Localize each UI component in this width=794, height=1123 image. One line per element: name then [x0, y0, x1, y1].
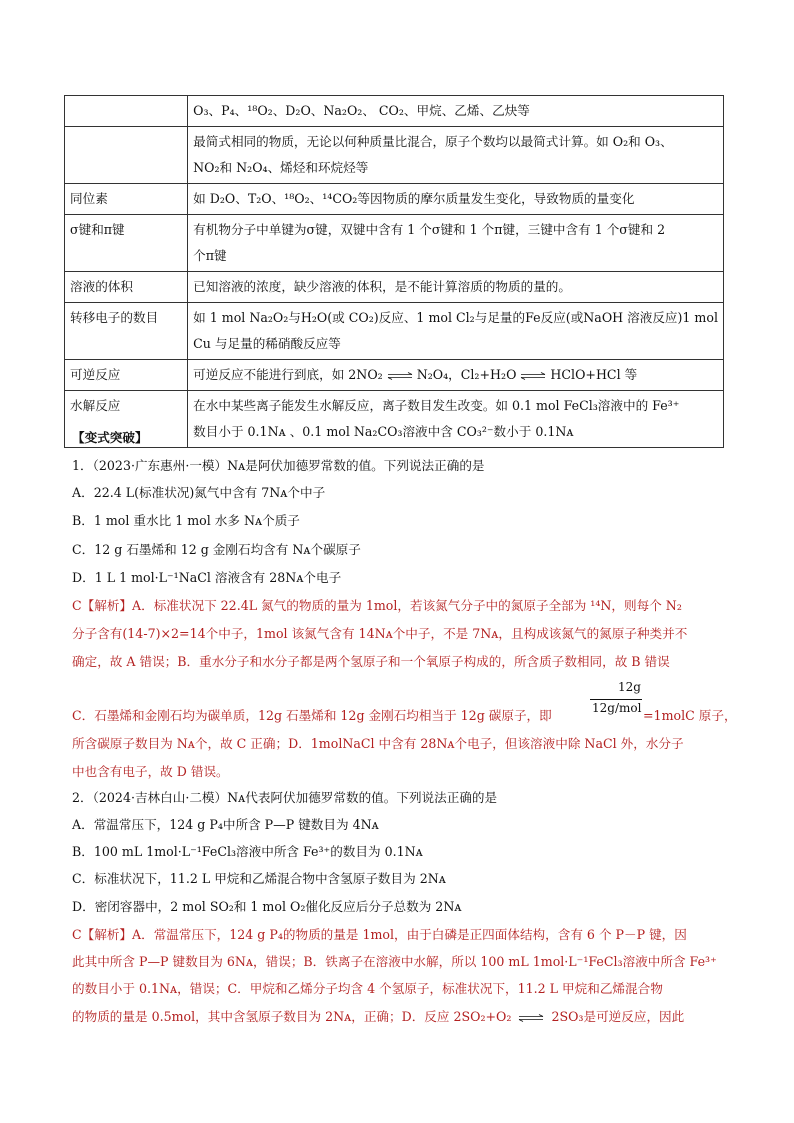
row-label: 转移电子的数目	[65, 303, 188, 360]
table-row	[65, 391, 724, 448]
option-b: B．1 mol 重水比 1 mol 水多 Nᴀ个质子	[72, 513, 300, 528]
analysis-line: C【解析】A．常温常压下，124 g P₄的物质的量是 1mol，由于白磷是正四面体结构，含有 6 个 P－P 键，因	[72, 927, 687, 942]
row-content: 如 D₂O、T₂O、¹⁸O₂、¹⁴CO₂等因物质的摩尔质量发生变化，导致物质的量变化	[188, 184, 724, 215]
reversible-arrow-icon	[387, 372, 413, 380]
analysis-line: 分子含有(14-7)×2=14个中子，1mol 该氮气含有 14Nᴀ个中子，不是 7Nᴀ，且构成该氮气的氮原子种类并不	[72, 626, 688, 641]
row-label	[65, 127, 188, 184]
row-content: 可逆反应不能进行到底，如 2NO₂ N₂O₄，Cl₂+H₂O HClO+HCl 等	[188, 360, 724, 391]
question-stem: 2．（2024·吉林白山·二模）Nᴀ代表阿伏加德罗常数的值。下列说法正确的是	[72, 790, 498, 805]
row-content: O₃、P₄、¹⁸O₂、D₂O、Na₂O₂、 CO₂、甲烷、乙烯、乙炔等	[188, 96, 724, 127]
option-d: D．1 L 1 mol·L⁻¹NaCl 溶液含有 28Nᴀ个电子	[72, 570, 342, 585]
row-label: 溶液的体积	[65, 272, 188, 303]
analysis-line: 所含碳原子数目为 Nᴀ个，故 C 正确；D．1molNaCl 中含有 28Nᴀ个电子，但该溶液中除 NaCl 外，水分子	[72, 736, 684, 751]
question-stem: 1．（2023·广东惠州·一模）Nᴀ是阿伏加德罗常数的值。下列说法正确的是	[72, 458, 485, 473]
table-row	[65, 127, 724, 184]
row-content: 如 1 mol Na₂O₂与H₂O(或 CO₂)反应、1 mol Cl₂与足量的Fe反应(或NaOH 溶液反应)1 mol Cu 与足量的稀硝酸反应等	[188, 303, 724, 360]
option-a: A．22.4 L(标准状况)氮气中含有 7Nᴀ个中子	[72, 485, 326, 500]
option-a: A．常温常压下，124 g P₄中所含 P—P 键数目为 4Nᴀ	[72, 817, 379, 832]
option-c: C．12 g 石墨烯和 12 g 金刚石均含有 Nᴀ个碳原子	[72, 542, 361, 557]
table-row	[65, 360, 724, 391]
analysis-line: 此其中所含 P—P 键数目为 6Nᴀ，错误；B．铁离子在溶液中水解，所以 100 mL 1mol·L⁻¹FeCl₃溶液中所含 Fe³⁺	[72, 954, 717, 969]
fraction-numerator: 12g	[618, 680, 641, 694]
analysis-line: 确定，故 A 错误；B．重水分子和水分子都是两个氢原子和一个氧原子构成的，所含质子数相同，故 B 错误	[72, 654, 670, 669]
row-label	[65, 96, 188, 127]
option-d: D．密闭容器中，2 mol SO₂和 1 mol O₂催化反应后分子总数为 2Nᴀ	[72, 899, 462, 914]
row-content: 在水中某些离子能发生水解反应，离子数目发生改变。如 0.1 mol FeCl₃溶液中的 Fe³⁺ 数目小于 0.1Nᴀ 、0.1 mol Na₂CO₃溶液中含 CO₃²⁻数小于 0.1Nᴀ	[188, 391, 724, 448]
row-label: σ键和π键	[65, 215, 188, 272]
knowledge-table	[64, 95, 724, 448]
table-row	[65, 303, 724, 360]
analysis-line: 的物质的量是 0.5mol，其中含氢原子数目为 2Nᴀ，正确；D．反应 2SO₂+O₂ 2SO₃是可逆反应，因此	[72, 1009, 685, 1024]
section-header: 【变式突破】	[72, 430, 148, 445]
row-content: 有机物分子中单键为σ键，双键中含有 1 个σ键和 1 个π键，三键中含有 1 个σ键和 2 个π键	[188, 215, 724, 272]
table-row	[65, 215, 724, 272]
analysis-line: C．石墨烯和金刚石均为碳单质，12g 石墨烯和 12g 金刚石均相当于 12g 碳原子，即	[72, 708, 552, 723]
row-label: 可逆反应	[65, 360, 188, 391]
row-content: 最简式相同的物质，无论以何种质量比混合，原子个数均以最简式计算。如 O₂和 O₃、 NO₂和 N₂O₄、烯烃和环烷烃等	[188, 127, 724, 184]
fraction-bar	[590, 699, 642, 700]
analysis-line: 中也含有电子，故 D 错误。	[72, 764, 229, 779]
table-row	[65, 272, 724, 303]
reversible-arrow-icon	[515, 1014, 547, 1022]
analysis-line: =1molC 原子，	[643, 708, 737, 723]
option-c: C．标准状况下，11.2 L 甲烷和乙烯混合物中含氢原子数目为 2Nᴀ	[72, 871, 446, 886]
row-label: 同位素	[65, 184, 188, 215]
row-label: 水解反应	[65, 391, 188, 448]
row-content: 已知溶液的浓度，缺少溶液的体积，是不能计算溶质的物质的量的。	[188, 272, 724, 303]
table-row	[65, 184, 724, 215]
option-b: B．100 mL 1mol·L⁻¹FeCl₃溶液中所含 Fe³⁺的数目为 0.1Nᴀ	[72, 844, 423, 859]
table-row	[65, 96, 724, 127]
analysis-line: C【解析】A．标准状况下 22.4L 氮气的物质的量为 1mol，若该氮气分子中的氮原子全部为 ¹⁴N，则每个 N₂	[72, 598, 682, 613]
reversible-arrow-icon	[520, 372, 546, 380]
analysis-line: 的数目小于 0.1Nᴀ，错误；C．甲烷和乙烯分子均含 4 个氢原子，标准状况下，11.2 L 甲烷和乙烯混合物	[72, 981, 663, 996]
fraction-denominator: 12g/mol	[592, 701, 642, 715]
